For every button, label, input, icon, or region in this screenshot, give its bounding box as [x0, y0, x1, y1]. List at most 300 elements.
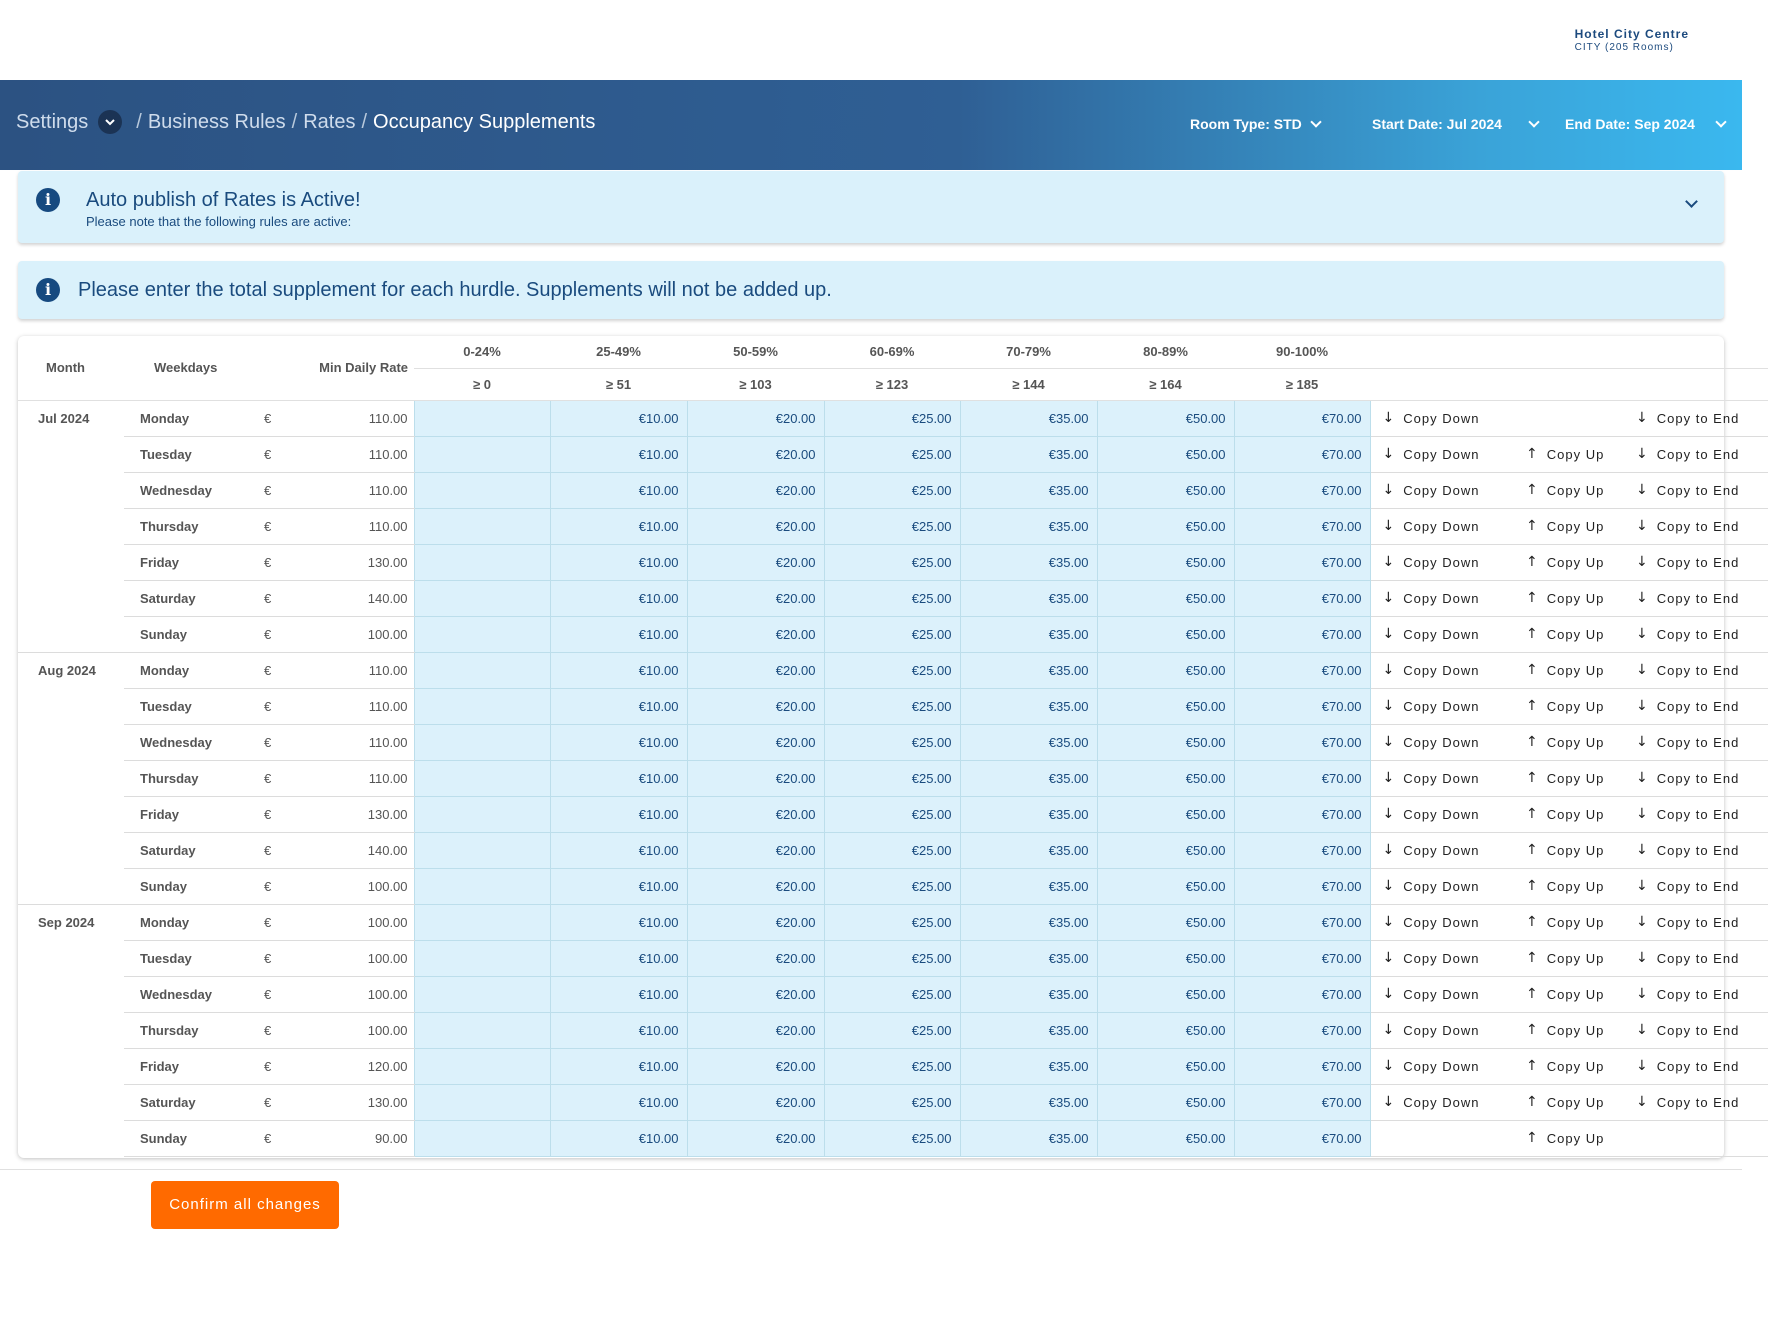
- supplement-input[interactable]: €25.00: [824, 472, 960, 508]
- weekday-cell: Tuesday: [124, 940, 260, 976]
- supplement-input[interactable]: €35.00: [960, 940, 1097, 976]
- supplement-input[interactable]: [414, 1048, 550, 1084]
- supplement-input[interactable]: €10.00: [550, 868, 687, 904]
- min-daily-rate-cell: 140.00: [280, 832, 414, 868]
- start-date-select[interactable]: [1372, 116, 1538, 132]
- copy-to-end-button[interactable]: [1636, 914, 1739, 930]
- actions-header: [1370, 368, 1768, 400]
- supplement-input[interactable]: [414, 832, 550, 868]
- copy-down-button[interactable]: [1383, 626, 1480, 642]
- supplement-input[interactable]: €10.00: [550, 400, 687, 436]
- copy-up-cell: [1504, 652, 1626, 688]
- month-cell: [18, 760, 124, 796]
- copy-to-end-button[interactable]: [1636, 878, 1739, 894]
- copy-down-label: Copy Down: [1403, 446, 1480, 462]
- copy-to-end-button[interactable]: [1636, 986, 1739, 1002]
- supplement-input[interactable]: [414, 940, 550, 976]
- copy-down-button[interactable]: [1383, 770, 1480, 786]
- min-daily-rate-cell: 110.00: [280, 508, 414, 544]
- supplement-input[interactable]: [414, 652, 550, 688]
- weekday-cell: Wednesday: [124, 472, 260, 508]
- supplement-input[interactable]: €25.00: [824, 796, 960, 832]
- table-row: [18, 652, 1768, 688]
- supplement-input[interactable]: €50.00: [1097, 688, 1234, 724]
- supplement-input[interactable]: €25.00: [824, 1084, 960, 1120]
- copy-down-label: Copy Down: [1403, 482, 1480, 498]
- supplement-input[interactable]: €25.00: [824, 616, 960, 652]
- supplement-input[interactable]: €25.00: [824, 976, 960, 1012]
- copy-up-button[interactable]: [1526, 986, 1604, 1002]
- supplement-input[interactable]: €20.00: [687, 472, 824, 508]
- copy-to-end-button[interactable]: [1636, 446, 1739, 462]
- copy-up-button[interactable]: [1526, 1094, 1604, 1110]
- copy-down-button[interactable]: [1383, 1058, 1480, 1074]
- copy-down-cell: [1370, 904, 1504, 940]
- copy-up-button[interactable]: [1526, 878, 1604, 894]
- supplement-input[interactable]: €20.00: [687, 400, 824, 436]
- supplement-input[interactable]: €10.00: [550, 976, 687, 1012]
- supplement-input[interactable]: [414, 1084, 550, 1120]
- hotel-code: CITY (205 Rooms): [1574, 42, 1674, 53]
- supplement-input[interactable]: €50.00: [1097, 796, 1234, 832]
- copy-to-end-button[interactable]: [1636, 626, 1739, 642]
- copy-to-end-cell: [1626, 400, 1768, 436]
- copy-down-label: Copy Down: [1403, 986, 1480, 1002]
- supplement-input[interactable]: €35.00: [960, 1012, 1097, 1048]
- copy-to-end-button[interactable]: [1636, 806, 1739, 822]
- supplement-input[interactable]: €70.00: [1234, 652, 1370, 688]
- copy-up-button[interactable]: [1526, 806, 1604, 822]
- supplement-input[interactable]: €10.00: [550, 904, 687, 940]
- copy-down-button[interactable]: [1383, 446, 1480, 462]
- copy-down-button[interactable]: [1383, 662, 1480, 678]
- settings-menu-button[interactable]: [98, 110, 122, 134]
- autopublish-title: Auto publish of Rates is Active!: [86, 189, 361, 211]
- supplement-input[interactable]: €35.00: [960, 1120, 1097, 1156]
- supplement-input[interactable]: €35.00: [960, 760, 1097, 796]
- supplement-input[interactable]: €25.00: [824, 544, 960, 580]
- supplement-input[interactable]: [414, 796, 550, 832]
- copy-down-cell: [1370, 580, 1504, 616]
- min-daily-rate-cell: 130.00: [280, 544, 414, 580]
- supplement-input[interactable]: €10.00: [550, 1048, 687, 1084]
- copy-up-button[interactable]: [1526, 446, 1604, 462]
- supplement-input[interactable]: €35.00: [960, 652, 1097, 688]
- supplement-input[interactable]: [414, 616, 550, 652]
- currency-symbol: €: [260, 436, 280, 472]
- supplement-input[interactable]: €35.00: [960, 724, 1097, 760]
- supplement-input[interactable]: €50.00: [1097, 1012, 1234, 1048]
- supplement-input[interactable]: €70.00: [1234, 508, 1370, 544]
- confirm-all-changes-button[interactable]: Confirm all changes: [151, 1181, 339, 1229]
- supplement-input[interactable]: €35.00: [960, 616, 1097, 652]
- copy-down-button[interactable]: [1383, 518, 1480, 534]
- supplement-input[interactable]: €25.00: [824, 652, 960, 688]
- supplement-input[interactable]: €35.00: [960, 1084, 1097, 1120]
- room-type-select[interactable]: [1190, 116, 1320, 132]
- copy-up-button[interactable]: [1526, 950, 1604, 966]
- copy-to-end-button[interactable]: [1636, 410, 1739, 426]
- currency-symbol: €: [260, 868, 280, 904]
- copy-up-label: Copy Up: [1546, 1094, 1605, 1110]
- copy-to-end-button[interactable]: [1636, 698, 1739, 714]
- copy-up-button[interactable]: [1526, 590, 1604, 606]
- supplement-input[interactable]: €25.00: [824, 868, 960, 904]
- month-cell: [18, 436, 124, 472]
- supplement-input[interactable]: €25.00: [824, 832, 960, 868]
- supplement-input[interactable]: €50.00: [1097, 1048, 1234, 1084]
- chevron-down-icon[interactable]: [1685, 195, 1698, 208]
- supplement-input[interactable]: €35.00: [960, 508, 1097, 544]
- supplement-input[interactable]: €10.00: [550, 724, 687, 760]
- supplement-input[interactable]: €70.00: [1234, 940, 1370, 976]
- copy-to-end-button[interactable]: [1636, 1094, 1739, 1110]
- supplement-input[interactable]: €70.00: [1234, 868, 1370, 904]
- month-cell: [18, 940, 124, 976]
- supplement-input[interactable]: €50.00: [1097, 724, 1234, 760]
- supplement-input[interactable]: €35.00: [960, 976, 1097, 1012]
- supplement-input[interactable]: €50.00: [1097, 580, 1234, 616]
- supplement-input[interactable]: €50.00: [1097, 400, 1234, 436]
- supplement-input[interactable]: €50.00: [1097, 904, 1234, 940]
- copy-to-end-button[interactable]: [1636, 950, 1739, 966]
- supplement-input[interactable]: €70.00: [1234, 1084, 1370, 1120]
- arrow-down-icon: ↓: [1382, 914, 1396, 930]
- supplement-input[interactable]: €10.00: [550, 1012, 687, 1048]
- month-cell: [18, 1012, 124, 1048]
- supplement-input[interactable]: €10.00: [550, 544, 687, 580]
- copy-down-button[interactable]: [1383, 986, 1480, 1002]
- supplement-input[interactable]: €50.00: [1097, 544, 1234, 580]
- copy-down-button[interactable]: [1383, 1094, 1480, 1110]
- copy-to-end-label: Copy to End: [1656, 662, 1740, 678]
- supplement-input[interactable]: €10.00: [550, 652, 687, 688]
- supplement-input[interactable]: €50.00: [1097, 976, 1234, 1012]
- supplement-input[interactable]: €20.00: [687, 652, 824, 688]
- end-date-select[interactable]: [1565, 116, 1725, 132]
- supplement-input[interactable]: €35.00: [960, 400, 1097, 436]
- currency-symbol: €: [260, 400, 280, 436]
- supplement-input[interactable]: €70.00: [1234, 1120, 1370, 1156]
- supplement-input[interactable]: €10.00: [550, 760, 687, 796]
- supplement-input[interactable]: [414, 472, 550, 508]
- supplement-input[interactable]: €10.00: [550, 1084, 687, 1120]
- min-daily-rate-cell: 140.00: [280, 580, 414, 616]
- copy-to-end-button[interactable]: [1636, 662, 1739, 678]
- supplements-table-card: [18, 336, 1740, 1158]
- supplement-input[interactable]: €20.00: [687, 580, 824, 616]
- weekday-cell: Friday: [124, 544, 260, 580]
- supplement-input[interactable]: €20.00: [687, 544, 824, 580]
- currency-symbol: €: [260, 508, 280, 544]
- copy-down-label: Copy Down: [1403, 770, 1480, 786]
- supplement-input[interactable]: €50.00: [1097, 1084, 1234, 1120]
- copy-up-button[interactable]: [1526, 1130, 1604, 1146]
- copy-down-button[interactable]: [1383, 410, 1480, 426]
- copy-to-end-button[interactable]: [1636, 554, 1739, 570]
- weekday-cell: Tuesday: [124, 436, 260, 472]
- copy-to-end-button[interactable]: [1636, 1058, 1739, 1074]
- arrow-up-icon: ↑: [1526, 770, 1539, 786]
- supplement-input[interactable]: €35.00: [960, 1048, 1097, 1084]
- copy-down-button[interactable]: [1383, 734, 1480, 750]
- copy-down-label: Copy Down: [1403, 1022, 1480, 1038]
- copy-to-end-cell: [1626, 1084, 1768, 1120]
- chevron-down-icon: [1310, 116, 1321, 127]
- weekday-cell: Saturday: [124, 1084, 260, 1120]
- copy-down-button[interactable]: [1383, 842, 1480, 858]
- supplement-input[interactable]: €20.00: [687, 940, 824, 976]
- supplement-input[interactable]: €35.00: [960, 904, 1097, 940]
- copy-to-end-cell: [1626, 436, 1768, 472]
- copy-up-cell: [1504, 400, 1626, 436]
- month-cell: [18, 1120, 124, 1156]
- copy-to-end-button[interactable]: [1636, 770, 1739, 786]
- copy-up-button[interactable]: [1526, 734, 1604, 750]
- copy-up-button[interactable]: [1526, 554, 1604, 570]
- arrow-down-icon: ↓: [1636, 590, 1649, 606]
- copy-to-end-button[interactable]: [1636, 734, 1739, 750]
- supplement-input[interactable]: €70.00: [1234, 616, 1370, 652]
- supplement-input[interactable]: [414, 544, 550, 580]
- breadcrumb-business-rules[interactable]: Business Rules: [147, 110, 286, 133]
- supplement-input[interactable]: €70.00: [1234, 724, 1370, 760]
- supplement-input[interactable]: €20.00: [687, 832, 824, 868]
- hotel-info[interactable]: [1575, 27, 1689, 53]
- hurdle-rooms-header: ≥ 164: [1097, 368, 1234, 400]
- copy-to-end-label: Copy to End: [1656, 1022, 1740, 1038]
- supplement-input[interactable]: €20.00: [687, 976, 824, 1012]
- supplement-input[interactable]: €20.00: [687, 1048, 824, 1084]
- copy-up-button[interactable]: [1526, 842, 1604, 858]
- currency-symbol: €: [260, 616, 280, 652]
- copy-to-end-label: Copy to End: [1656, 878, 1740, 894]
- top-bar: [0, 0, 1742, 80]
- supplement-input[interactable]: €70.00: [1234, 760, 1370, 796]
- supplement-input[interactable]: €10.00: [550, 436, 687, 472]
- supplement-input[interactable]: [414, 724, 550, 760]
- supplement-input[interactable]: €70.00: [1234, 436, 1370, 472]
- supplement-input[interactable]: €20.00: [687, 616, 824, 652]
- chevron-down-icon: [104, 116, 116, 128]
- supplement-input[interactable]: €25.00: [824, 904, 960, 940]
- hurdle-rooms-header: ≥ 103: [687, 368, 824, 400]
- min-daily-rate-cell: 110.00: [280, 760, 414, 796]
- arrow-down-icon: ↓: [1636, 806, 1649, 822]
- supplement-input[interactable]: €20.00: [687, 436, 824, 472]
- supplement-input[interactable]: [414, 1012, 550, 1048]
- info-icon: i: [36, 278, 60, 302]
- supplement-input[interactable]: €25.00: [824, 940, 960, 976]
- copy-up-button[interactable]: [1526, 914, 1604, 930]
- copy-down-button[interactable]: [1383, 1022, 1480, 1038]
- supplement-input[interactable]: €20.00: [687, 724, 824, 760]
- copy-up-button[interactable]: [1526, 698, 1604, 714]
- supplement-input[interactable]: €25.00: [824, 724, 960, 760]
- chevron-down-icon: [1715, 116, 1726, 127]
- supplement-input[interactable]: €10.00: [550, 940, 687, 976]
- copy-to-end-button[interactable]: [1636, 842, 1739, 858]
- supplement-input[interactable]: [414, 976, 550, 1012]
- supplement-input[interactable]: €50.00: [1097, 940, 1234, 976]
- supplement-input[interactable]: €25.00: [824, 400, 960, 436]
- copy-down-button[interactable]: [1383, 482, 1480, 498]
- table-row: [18, 508, 1768, 544]
- supplement-input[interactable]: €35.00: [960, 436, 1097, 472]
- supplement-input[interactable]: €35.00: [960, 472, 1097, 508]
- supplement-input[interactable]: €20.00: [687, 1084, 824, 1120]
- copy-down-button[interactable]: [1383, 806, 1480, 822]
- supplement-input[interactable]: €25.00: [824, 580, 960, 616]
- supplement-input[interactable]: [414, 904, 550, 940]
- supplement-input[interactable]: €20.00: [687, 508, 824, 544]
- currency-symbol: €: [260, 1120, 280, 1156]
- supplement-input[interactable]: €20.00: [687, 796, 824, 832]
- breadcrumb-separator: /: [361, 110, 368, 133]
- supplement-input[interactable]: €50.00: [1097, 508, 1234, 544]
- supplement-input[interactable]: €50.00: [1097, 616, 1234, 652]
- copy-up-button[interactable]: [1526, 518, 1604, 534]
- copy-down-cell: [1370, 760, 1504, 796]
- min-daily-rate-cell: 110.00: [280, 400, 414, 436]
- month-cell: [18, 688, 124, 724]
- supplement-input[interactable]: €20.00: [687, 904, 824, 940]
- copy-up-button[interactable]: [1526, 626, 1604, 642]
- arrow-down-icon: ↓: [1382, 518, 1396, 534]
- supplement-input[interactable]: €70.00: [1234, 1012, 1370, 1048]
- supplement-input[interactable]: €70.00: [1234, 400, 1370, 436]
- supplement-input[interactable]: €35.00: [960, 580, 1097, 616]
- supplement-input[interactable]: €10.00: [550, 688, 687, 724]
- copy-to-end-button[interactable]: [1636, 518, 1739, 534]
- supplement-input[interactable]: €10.00: [550, 796, 687, 832]
- supplement-input[interactable]: €70.00: [1234, 796, 1370, 832]
- supplement-input[interactable]: €20.00: [687, 1012, 824, 1048]
- supplement-input[interactable]: €70.00: [1234, 688, 1370, 724]
- supplement-input[interactable]: €50.00: [1097, 436, 1234, 472]
- copy-up-button[interactable]: [1526, 482, 1604, 498]
- supplement-input[interactable]: €35.00: [960, 832, 1097, 868]
- supplement-input[interactable]: €35.00: [960, 796, 1097, 832]
- copy-up-button[interactable]: [1526, 1022, 1604, 1038]
- supplement-input[interactable]: €70.00: [1234, 832, 1370, 868]
- arrow-down-icon: ↓: [1382, 842, 1396, 858]
- arrow-down-icon: ↓: [1636, 626, 1649, 642]
- supplement-input[interactable]: €50.00: [1097, 652, 1234, 688]
- autopublish-subtitle: Please note that the following rules are active:: [86, 214, 352, 229]
- supplement-input[interactable]: [414, 760, 550, 796]
- copy-up-button[interactable]: [1526, 1058, 1604, 1074]
- supplement-input[interactable]: €10.00: [550, 472, 687, 508]
- copy-to-end-button[interactable]: [1636, 1022, 1739, 1038]
- supplement-input[interactable]: €35.00: [960, 868, 1097, 904]
- breadcrumb-rates[interactable]: Rates: [303, 110, 356, 133]
- min-daily-rate-cell: 110.00: [280, 724, 414, 760]
- supplement-input[interactable]: €70.00: [1234, 904, 1370, 940]
- supplement-input[interactable]: [414, 508, 550, 544]
- arrow-up-icon: ↑: [1526, 986, 1539, 1002]
- supplement-input[interactable]: €35.00: [960, 544, 1097, 580]
- copy-down-button[interactable]: [1383, 698, 1480, 714]
- month-cell: [18, 544, 124, 580]
- copy-down-label: Copy Down: [1403, 518, 1480, 534]
- supplement-input[interactable]: €10.00: [550, 508, 687, 544]
- table-row: [18, 580, 1768, 616]
- copy-up-label: Copy Up: [1546, 1022, 1605, 1038]
- copy-to-end-cell: [1626, 544, 1768, 580]
- supplement-input[interactable]: €70.00: [1234, 976, 1370, 1012]
- supplement-input[interactable]: €70.00: [1234, 544, 1370, 580]
- copy-down-button[interactable]: [1383, 590, 1480, 606]
- supplement-input[interactable]: €25.00: [824, 688, 960, 724]
- supplement-input[interactable]: €50.00: [1097, 472, 1234, 508]
- supplement-input[interactable]: €50.00: [1097, 760, 1234, 796]
- supplement-input[interactable]: €70.00: [1234, 580, 1370, 616]
- copy-down-button[interactable]: [1383, 554, 1480, 570]
- copy-up-button[interactable]: [1526, 662, 1604, 678]
- supplement-input[interactable]: €25.00: [824, 1120, 960, 1156]
- supplement-input[interactable]: [414, 868, 550, 904]
- supplement-input[interactable]: €20.00: [687, 1120, 824, 1156]
- copy-up-cell: [1504, 868, 1626, 904]
- supplement-input[interactable]: €25.00: [824, 1048, 960, 1084]
- supplement-input[interactable]: €25.00: [824, 760, 960, 796]
- supplement-input[interactable]: €50.00: [1097, 1120, 1234, 1156]
- supplement-input[interactable]: €35.00: [960, 688, 1097, 724]
- supplement-input[interactable]: €20.00: [687, 760, 824, 796]
- arrow-down-icon: ↓: [1636, 482, 1649, 498]
- supplement-input[interactable]: €25.00: [824, 1012, 960, 1048]
- copy-up-button[interactable]: [1526, 770, 1604, 786]
- supplement-input[interactable]: [414, 688, 550, 724]
- arrow-down-icon: ↓: [1636, 1022, 1649, 1038]
- supplement-input[interactable]: €10.00: [550, 1120, 687, 1156]
- breadcrumb-settings[interactable]: Settings: [16, 110, 89, 133]
- table-row: [18, 1048, 1768, 1084]
- table-row: [18, 940, 1768, 976]
- weekday-cell: Wednesday: [124, 976, 260, 1012]
- copy-to-end-button[interactable]: [1636, 482, 1739, 498]
- copy-down-button[interactable]: [1383, 914, 1480, 930]
- supplement-input[interactable]: €70.00: [1234, 472, 1370, 508]
- arrow-up-icon: ↑: [1526, 554, 1539, 570]
- supplement-input[interactable]: €25.00: [824, 436, 960, 472]
- supplement-input[interactable]: €20.00: [687, 868, 824, 904]
- copy-up-cell: [1504, 1048, 1626, 1084]
- supplement-input[interactable]: €10.00: [550, 832, 687, 868]
- supplement-input[interactable]: [414, 436, 550, 472]
- supplement-input[interactable]: €70.00: [1234, 1048, 1370, 1084]
- supplement-input[interactable]: €25.00: [824, 508, 960, 544]
- copy-down-button[interactable]: [1383, 878, 1480, 894]
- copy-down-cell: [1370, 472, 1504, 508]
- supplement-input[interactable]: €10.00: [550, 580, 687, 616]
- month-cell: [18, 472, 124, 508]
- supplement-input[interactable]: €20.00: [687, 688, 824, 724]
- supplement-input[interactable]: €50.00: [1097, 832, 1234, 868]
- arrow-up-icon: ↑: [1526, 590, 1539, 606]
- supplement-input[interactable]: [414, 1120, 550, 1156]
- currency-symbol: €: [260, 760, 280, 796]
- supplement-input[interactable]: [414, 580, 550, 616]
- copy-to-end-button[interactable]: [1636, 590, 1739, 606]
- breadcrumb-current: Occupancy Supplements: [373, 110, 596, 133]
- copy-down-button[interactable]: [1383, 950, 1480, 966]
- supplement-input[interactable]: [414, 400, 550, 436]
- supplement-input[interactable]: €50.00: [1097, 868, 1234, 904]
- supplement-input[interactable]: €10.00: [550, 616, 687, 652]
- arrow-down-icon: ↓: [1636, 914, 1649, 930]
